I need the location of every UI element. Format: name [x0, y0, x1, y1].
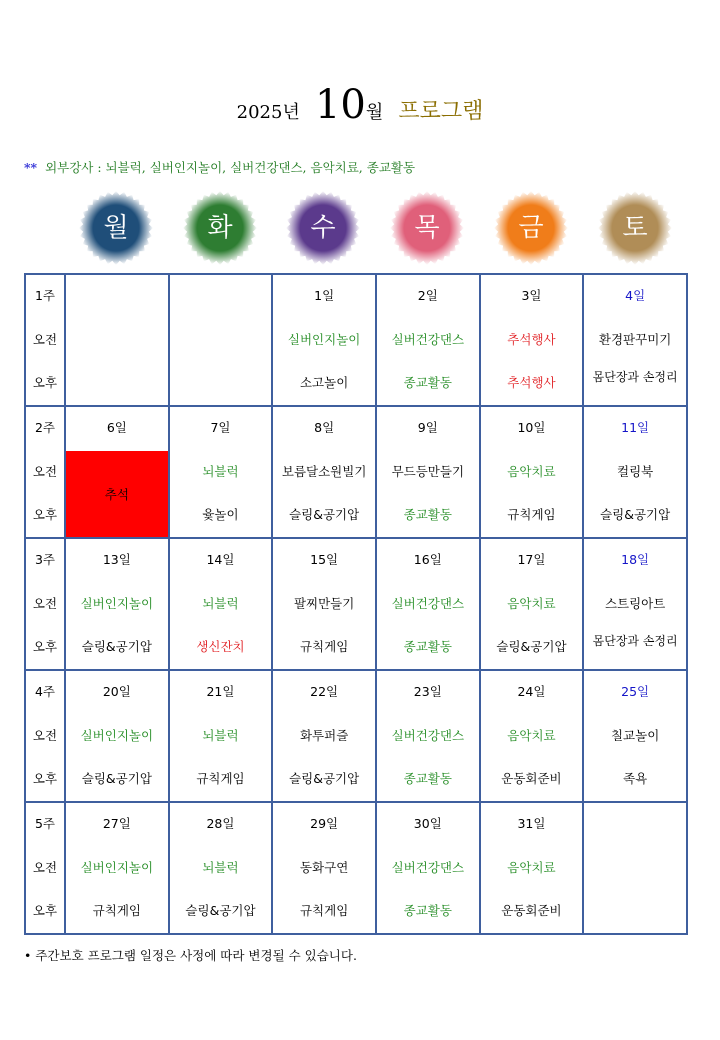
am-program: 음악치료	[507, 860, 556, 875]
weekday-badge	[285, 190, 361, 266]
day-content	[584, 671, 686, 801]
pm-program: 생신잔치	[196, 639, 245, 654]
day-content	[481, 407, 583, 537]
footer-note: • 주간보호 프로그램 일정은 사정에 따라 변경될 수 있습니다.	[24, 948, 357, 963]
day-cell	[169, 802, 273, 934]
am-label: 오전	[32, 332, 58, 347]
week-label: 2주	[34, 420, 56, 435]
day-content	[66, 275, 168, 405]
am-program: 실버건강댄스	[391, 332, 465, 347]
day-cell	[376, 406, 480, 538]
week-header-cell	[25, 802, 65, 934]
day-cell	[272, 802, 376, 934]
day-cell	[272, 670, 376, 802]
day-content	[481, 671, 583, 801]
day-cell	[272, 274, 376, 406]
pm-program: 운동회준비	[501, 903, 562, 918]
day-date: 27일	[102, 816, 131, 831]
day-content	[584, 539, 686, 669]
am-program: 뇌블럭	[202, 596, 239, 611]
week-label: 4주	[34, 684, 56, 699]
am-program: 음악치료	[507, 596, 556, 611]
day-date: 31일	[517, 816, 546, 831]
notice-text: 외부강사 : 뇌블럭, 실버인지놀이, 실버건강댄스, 음악치료, 종교활동	[45, 160, 416, 175]
weekday-label: 목	[414, 213, 440, 243]
program-calendar	[24, 273, 688, 935]
pm-program: 규칙게임	[196, 771, 245, 786]
weekday-badge	[182, 190, 258, 266]
day-cell	[583, 670, 687, 802]
am-program: 컬링북	[617, 464, 654, 479]
am-label: 오전	[32, 464, 58, 479]
week-row	[25, 802, 687, 934]
pm-program: 종교활동	[403, 639, 452, 654]
day-cell	[480, 274, 584, 406]
weekday-badge	[389, 190, 465, 266]
pm-program: 슬링&공기압	[600, 507, 671, 522]
weekday-badges	[0, 190, 720, 270]
weekday-label: 화	[207, 213, 233, 243]
day-content	[481, 275, 583, 405]
am-program: 뇌블럭	[202, 464, 239, 479]
day-date: 30일	[413, 816, 442, 831]
week-header-cell	[25, 406, 65, 538]
weekday-label: 월	[103, 213, 129, 243]
day-cell	[376, 274, 480, 406]
pm-program: 슬링&공기압	[289, 507, 360, 522]
am-program: 추석행사	[507, 332, 556, 347]
day-content	[66, 407, 168, 537]
day-content	[273, 671, 375, 801]
am-program: 실버인지놀이	[80, 860, 154, 875]
day-content	[377, 803, 479, 933]
day-content	[66, 539, 168, 669]
weekday-badge	[493, 190, 569, 266]
week-row	[25, 538, 687, 670]
pm-program: 규칙게임	[507, 507, 556, 522]
day-content	[584, 275, 686, 405]
am-label: 오전	[32, 728, 58, 743]
week-header	[26, 803, 64, 933]
pm-program: 규칙게임	[299, 903, 349, 918]
pm-label: 오후	[32, 375, 58, 390]
day-date: 2일	[417, 288, 438, 303]
day-cell	[169, 406, 273, 538]
am-program: 실버건강댄스	[391, 728, 465, 743]
week-header-cell	[25, 670, 65, 802]
weekday-label: 금	[518, 213, 544, 243]
day-content	[66, 803, 168, 933]
day-content	[170, 803, 272, 933]
am-program: 팔찌만들기	[293, 596, 355, 611]
day-content	[170, 539, 272, 669]
day-content	[481, 803, 583, 933]
day-date: 1일	[314, 288, 335, 303]
day-cell	[65, 538, 169, 670]
day-date: 21일	[206, 684, 235, 699]
weekday-badge	[78, 190, 154, 266]
day-cell	[272, 538, 376, 670]
day-content	[584, 407, 686, 537]
weekday-badge	[597, 190, 673, 266]
day-cell	[480, 802, 584, 934]
day-content	[377, 539, 479, 669]
pm-label: 오후	[32, 771, 58, 786]
pm-label: 오후	[32, 903, 58, 918]
day-content	[170, 671, 272, 801]
day-date: 29일	[310, 816, 339, 831]
week-label: 5주	[34, 816, 56, 831]
am-program: 칠교놀이	[610, 728, 660, 743]
pm-program: 슬링&공기압	[81, 771, 152, 786]
am-program: 실버인지놀이	[80, 728, 154, 743]
holiday-label: 추석	[104, 487, 129, 502]
pm-program: 소고놀이	[299, 375, 349, 390]
pm-program: 운동회준비	[501, 771, 562, 786]
pm-program: 규칙게임	[299, 639, 349, 654]
day-cell	[376, 538, 480, 670]
day-content	[481, 539, 583, 669]
notice-stars: **	[24, 160, 38, 175]
am-program: 스트링아트	[604, 596, 666, 611]
day-cell	[480, 406, 584, 538]
pm-program: 슬링&공기압	[185, 903, 256, 918]
pm-program: 족욕	[623, 771, 648, 786]
title-year: 2025년	[236, 102, 300, 123]
am-program: 환경판꾸미기	[598, 332, 672, 347]
day-date: 25일	[621, 684, 650, 699]
pm-program: 몸단장과 손정리	[592, 634, 678, 648]
day-cell	[583, 802, 687, 934]
pm-label: 오후	[32, 639, 58, 654]
day-cell	[65, 802, 169, 934]
day-cell	[169, 538, 273, 670]
day-date: 16일	[413, 552, 442, 567]
day-content	[377, 407, 479, 537]
pm-program: 슬링&공기압	[81, 639, 152, 654]
day-content	[273, 407, 375, 537]
day-content	[377, 275, 479, 405]
day-date: 23일	[413, 684, 442, 699]
day-cell	[65, 670, 169, 802]
day-date: 6일	[106, 420, 127, 435]
am-program: 무드등만들기	[391, 464, 465, 479]
am-program: 동화구연	[299, 860, 349, 875]
am-program: 뇌블럭	[202, 728, 239, 743]
week-header-cell	[25, 538, 65, 670]
external-instructor-notice	[24, 158, 415, 176]
day-date: 13일	[102, 552, 131, 567]
am-program: 실버인지놀이	[287, 332, 361, 347]
week-header-cell	[25, 274, 65, 406]
pm-program: 몸단장과 손정리	[592, 370, 678, 384]
weekday-label: 토	[622, 213, 648, 243]
week-row	[25, 406, 687, 538]
day-date: 17일	[517, 552, 546, 567]
week-label: 3주	[34, 552, 56, 567]
day-content	[273, 539, 375, 669]
week-row	[25, 274, 687, 406]
day-cell	[376, 670, 480, 802]
day-cell	[65, 406, 169, 538]
day-cell	[583, 274, 687, 406]
day-date: 7일	[210, 420, 231, 435]
day-cell	[169, 274, 273, 406]
day-date: 10일	[517, 420, 546, 435]
pm-program: 슬링&공기압	[289, 771, 360, 786]
am-program: 음악치료	[507, 728, 556, 743]
day-cell	[376, 802, 480, 934]
day-content	[170, 275, 272, 405]
pm-program: 규칙게임	[92, 903, 141, 918]
week-header	[26, 539, 64, 669]
title-program: 프로그램	[398, 99, 484, 124]
am-program: 실버인지놀이	[80, 596, 154, 611]
day-cell	[583, 406, 687, 538]
day-date: 11일	[621, 420, 650, 435]
am-label: 오전	[32, 596, 58, 611]
am-program: 실버건강댄스	[391, 860, 465, 875]
day-date: 22일	[310, 684, 339, 699]
day-content	[377, 671, 479, 801]
am-program: 실버건강댄스	[391, 596, 465, 611]
week-header	[26, 671, 64, 801]
pm-program: 종교활동	[403, 375, 452, 390]
day-date: 14일	[206, 552, 235, 567]
day-cell	[272, 406, 376, 538]
day-content	[66, 671, 168, 801]
day-date: 18일	[621, 552, 650, 567]
day-content	[170, 407, 272, 537]
day-date: 28일	[206, 816, 235, 831]
week-header	[26, 275, 64, 405]
day-cell	[583, 538, 687, 670]
week-header	[26, 407, 64, 537]
day-content	[273, 803, 375, 933]
am-program: 보름달소원빌기	[281, 464, 367, 479]
pm-program: 종교활동	[403, 903, 452, 918]
pm-program: 추석행사	[507, 375, 556, 390]
day-date: 20일	[102, 684, 131, 699]
day-content	[273, 275, 375, 405]
day-date: 8일	[314, 420, 335, 435]
holiday-block	[66, 451, 168, 537]
am-program: 뇌블럭	[202, 860, 239, 875]
weekday-label: 수	[310, 213, 336, 243]
day-date: 4일	[625, 288, 646, 303]
am-program: 화투퍼즐	[299, 728, 349, 743]
am-program: 음악치료	[507, 464, 556, 479]
day-date: 15일	[310, 552, 339, 567]
day-date: 3일	[521, 288, 542, 303]
title-month-unit: 월	[365, 102, 384, 123]
day-cell	[169, 670, 273, 802]
day-cell	[65, 274, 169, 406]
title-month: 10	[314, 82, 366, 128]
day-content	[584, 803, 686, 933]
day-cell	[480, 538, 584, 670]
pm-label: 오후	[32, 507, 58, 522]
pm-program: 슬링&공기압	[496, 639, 567, 654]
day-cell	[480, 670, 584, 802]
week-label: 1주	[34, 288, 56, 303]
pm-program: 윷놀이	[202, 507, 239, 522]
page-title	[0, 82, 720, 128]
week-row	[25, 670, 687, 802]
pm-program: 종교활동	[403, 507, 452, 522]
day-date: 9일	[417, 420, 438, 435]
pm-program: 종교활동	[403, 771, 452, 786]
day-date: 24일	[517, 684, 546, 699]
am-label: 오전	[32, 860, 58, 875]
